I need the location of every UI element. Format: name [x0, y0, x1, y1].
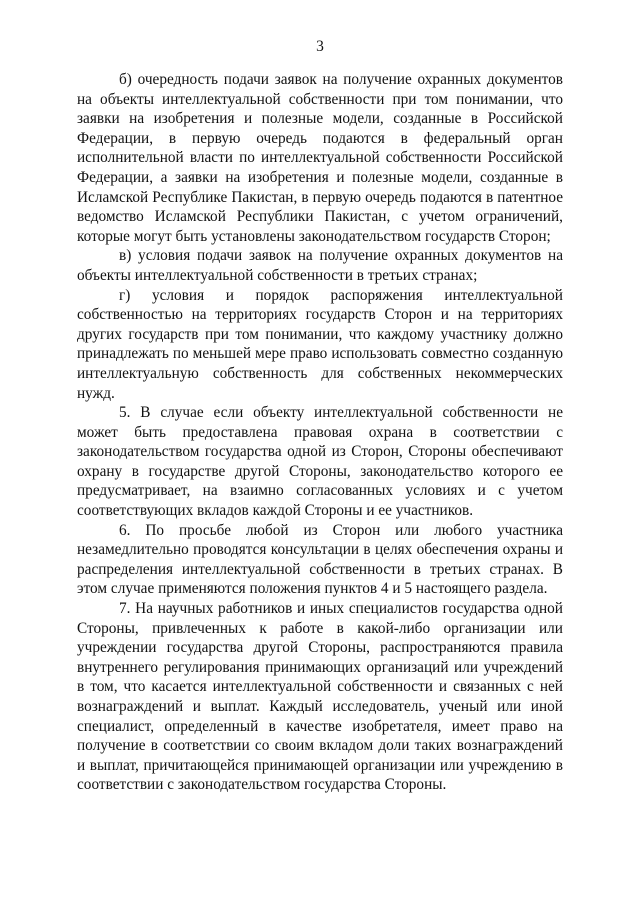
paragraph-item-b: б) очередность подачи заявок на получение охранных документов на объекты интеллектуальной собственности при том понимании, что заявки на изобретения и полезные модели, созданные в Российской Федерации, в первую очередь подаются в федеральный орган исполнительной власти по интеллектуальной собственности Российской Федерации, а заявки на изобретения и полезные модели, созданные в Исламской Республике Пакистан, в первую очередь подаются в патентное ведомство Исламской Республики Пакистан, с учетом ограничений, которые могут быть установлены законодательством государств Сторон;: [77, 71, 563, 245]
paragraph-clause-6: 6. По просьбе любой из Сторон или любого участника незамедлительно проводятся консультации в целях обеспечения охраны и распределения интеллектуальной собственности в третьих странах. В этом случае применяются положения пунктов 4 и 5 настоящего раздела.: [77, 521, 563, 598]
paragraph-clause-7: 7. На научных работников и иных специалистов государства одной Стороны, привлеченных к работе в какой-либо организации или учреждении государства другой Стороны, распространяются правила внутреннего регулирования принимающих организаций или учреждений в том, что касается интеллектуальной собственности и связанных с ней вознаграждений и выплат. Каждый исследователь, ученый или иной специалист, определенный в качестве изобретателя, имеет право на получение в соответствии со своим вкладом доли таких вознаграждений и выплат, причитающейся принимающей организации или учреждению в соответствии с законодательством государства Стороны.: [77, 600, 563, 794]
page-number: 3: [316, 38, 324, 55]
paragraph-item-g: г) условия и порядок распоряжения интеллектуальной собственностью на территориях государств Сторон и на территориях других государств при том понимании, что каждому участнику должно принадлежать по меньшей мере право использовать совместно созданную интеллектуальную собственность для собственных некоммерческих нужд.: [77, 286, 563, 402]
paragraph-item-v: в) условия подачи заявок на получение охранных документов на объекты интеллектуальной собственности в третьих странах;: [77, 247, 563, 284]
paragraph-clause-5: 5. В случае если объекту интеллектуальной собственности не может быть предоставлена правовая охрана в соответствии с законодательством государства одной из Сторон, Стороны обеспечивают охрану в государстве другой Стороны, законодательство которого ее предусматривает, на взаимно согласованных условиях и с учетом соответствующих вкладов каждой Стороны и ее участников.: [77, 404, 563, 520]
body-text: [77, 70, 563, 795]
